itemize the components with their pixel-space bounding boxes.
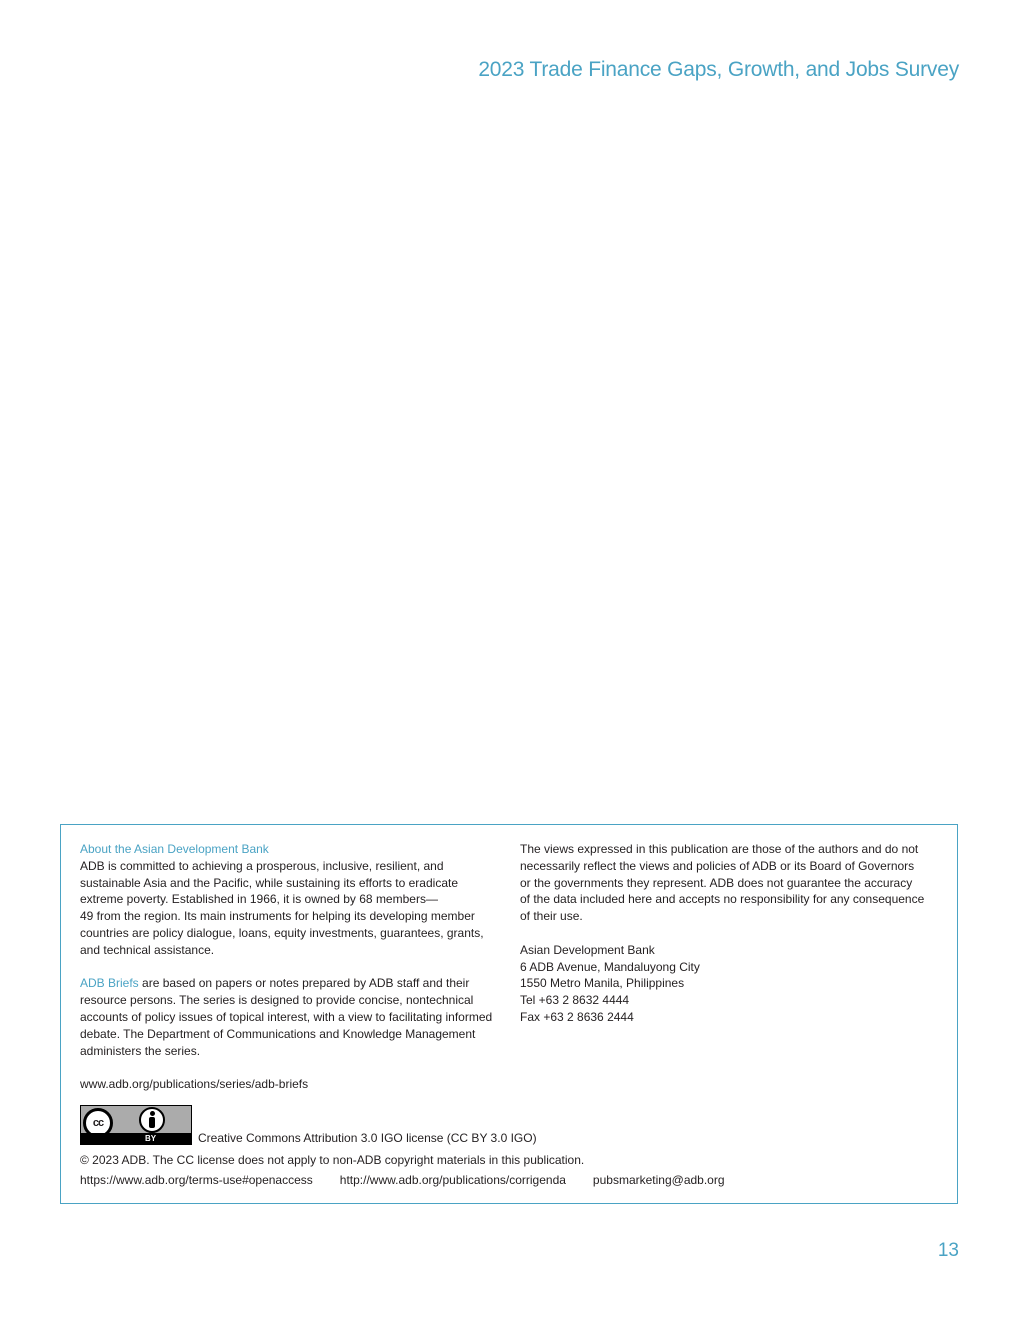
running-header-title: 2023 Trade Finance Gaps, Growth, and Jobs Survey — [478, 58, 959, 81]
briefs-line: administers the series. — [80, 1043, 201, 1058]
adb-briefs-link[interactable]: ADB Briefs — [80, 976, 139, 991]
briefs-line: accounts of policy issues of topical interest, with a view to facilitating informed — [80, 1009, 493, 1024]
disclaimer-line: or the governments they represent. ADB does not guarantee the accuracy — [520, 875, 913, 890]
disclaimer-line: necessarily reflect the views and policies of ADB or its Board of Governors — [520, 858, 915, 873]
address-line: Fax +63 2 8636 2444 — [520, 1009, 634, 1024]
open-access-link[interactable]: https://www.adb.org/terms-use#openaccess — [80, 1173, 313, 1187]
email-link[interactable]: pubsmarketing@adb.org — [592, 1173, 725, 1187]
briefs-url[interactable]: www.adb.org/publications/series/adb-briefs — [80, 1077, 309, 1092]
about-heading: About the Asian Development Bank — [80, 842, 269, 856]
address-line: Asian Development Bank — [520, 942, 655, 957]
about-line: extreme poverty. Established in 1966, it is owned by 68 members— — [80, 892, 438, 907]
address-line: Tel +63 2 8632 4444 — [520, 993, 630, 1008]
about-line: and technical assistance. — [80, 942, 215, 957]
cc-by-badge-icon[interactable] — [80, 1105, 192, 1145]
about-line: sustainable Asia and the Pacific, while sustaining its efforts to eradicate — [80, 875, 458, 890]
about-line: ADB is committed to achieving a prosperous, inclusive, resilient, and — [80, 858, 444, 873]
disclaimer-line: of their use. — [520, 909, 583, 924]
briefs-first-line: ADB Briefs are based on papers or notes prepared by ADB staff and their — [80, 976, 470, 991]
colophon-left-column — [80, 841, 505, 1093]
briefs-line: debate. The Department of Communications and Knowledge Management — [80, 1026, 476, 1041]
copyright-notice: © 2023 ADB. The CC license does not apply to non-ADB copyright materials in this publication. — [80, 1153, 585, 1167]
about-line: 49 from the region. Its main instruments for helping its developing member — [80, 909, 475, 924]
disclaimer-line: The views expressed in this publication are those of the authors and do not — [520, 842, 919, 856]
colophon-right-column — [520, 841, 940, 1026]
address-line: 6 ADB Avenue, Mandaluyong City — [520, 959, 700, 974]
license-text: Creative Commons Attribution 3.0 IGO license (CC BY 3.0 IGO) — [198, 1131, 537, 1145]
by-label: BY — [145, 1134, 157, 1143]
colophon-box — [60, 824, 958, 1204]
license-row — [80, 1105, 537, 1145]
cc-icon: cc — [83, 1108, 113, 1138]
disclaimer-line: of the data included here and accepts no responsibility for any consequence — [520, 892, 925, 907]
footer-links — [80, 1173, 752, 1187]
corrigenda-link[interactable]: http://www.adb.org/publications/corrigenda — [339, 1173, 566, 1187]
address-line: 1550 Metro Manila, Philippines — [520, 976, 685, 991]
page-number: 13 — [937, 1240, 959, 1261]
briefs-line: resource persons. The series is designed to provide concise, nontechnical — [80, 993, 474, 1008]
about-line: countries are policy dialogue, loans, equity investments, guarantees, grants, — [80, 925, 484, 940]
